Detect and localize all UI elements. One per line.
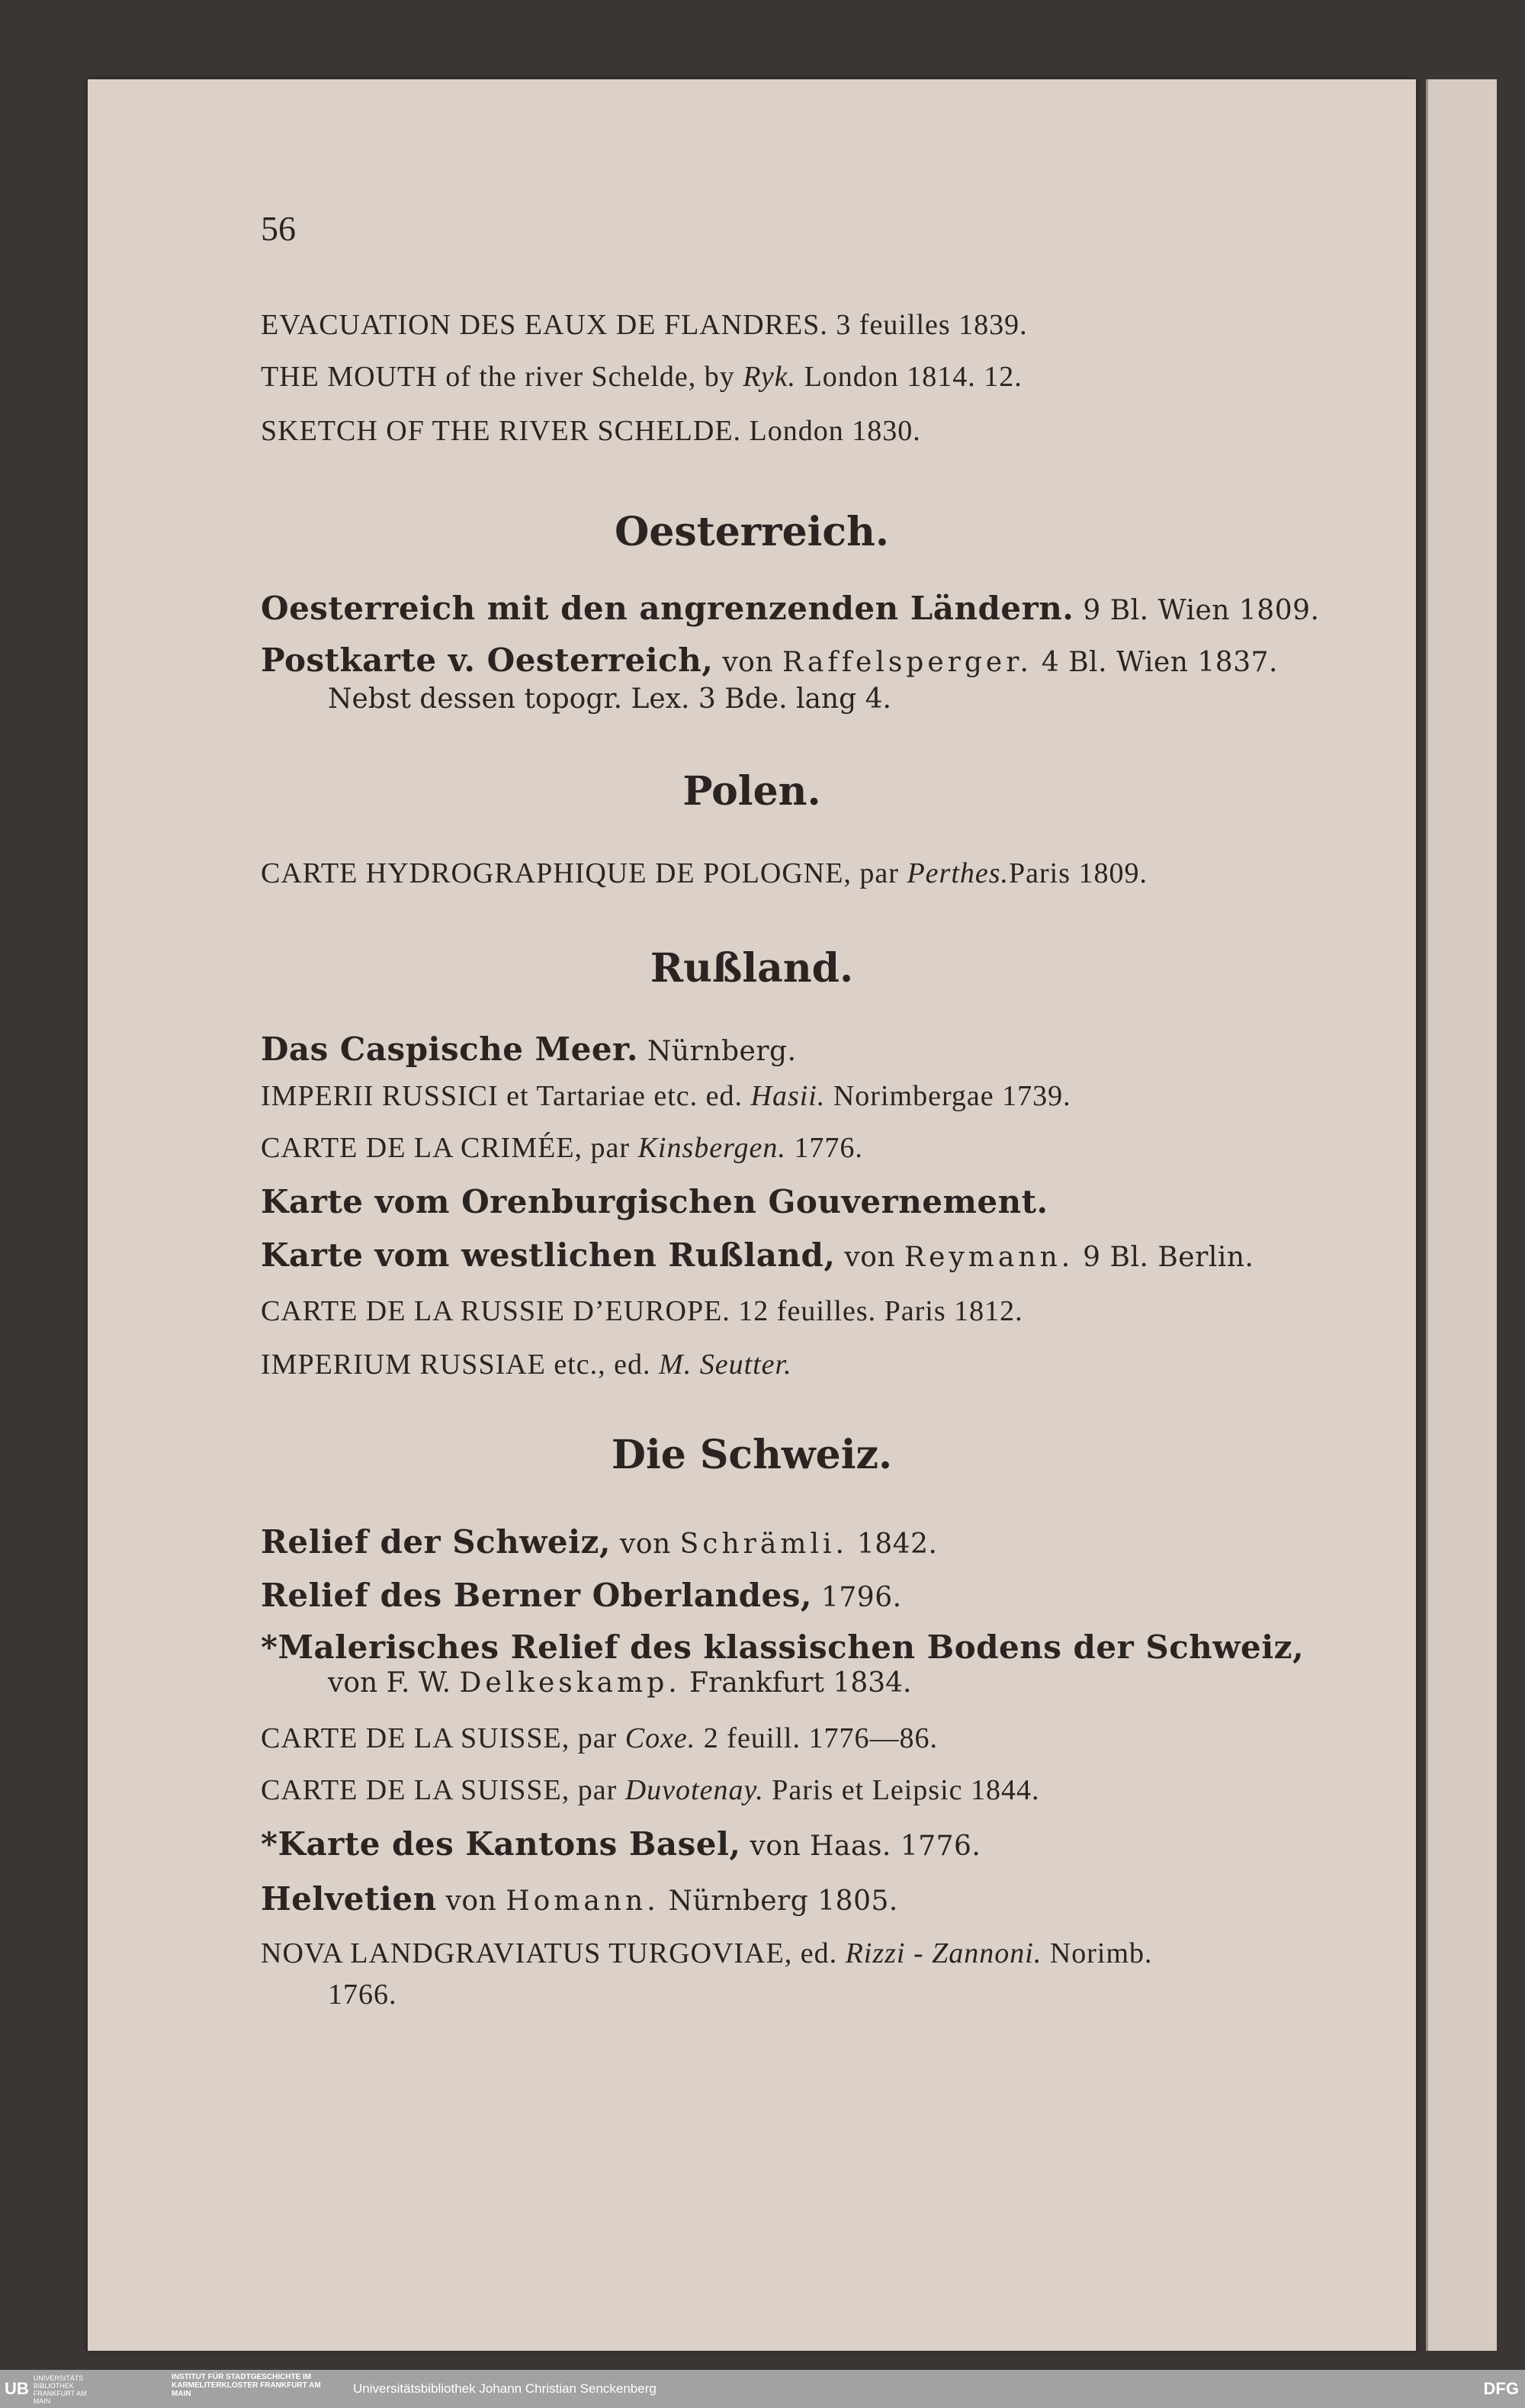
catalog-entry [328, 683, 891, 715]
catalog-entry [261, 1031, 797, 1068]
entry-text: IMPERII RUSSICI et Tartariae etc. ed. [261, 1080, 751, 1112]
entry-text: 1766. [328, 1979, 397, 2011]
book-page [88, 79, 1416, 2351]
ub-logo[interactable] [5, 2374, 102, 2405]
entry-text: THE MOUTH of the river Schelde, by [261, 361, 743, 393]
catalog-entry [261, 1295, 1023, 1329]
entry-text: von F. W. [328, 1667, 460, 1699]
entry-text: CARTE DE LA RUSSIE D’EUROPE. 12 feuilles. Paris 1812. [261, 1295, 1023, 1327]
entry-text: CARTE HYDROGRAPHIQUE DE POLOGNE, par [261, 857, 907, 889]
section-heading [88, 946, 1416, 992]
entry-text: Norimbergae 1739. [825, 1080, 1071, 1112]
entry-text: Nürnberg. [637, 1036, 797, 1067]
catalog-entry [328, 1979, 397, 2012]
entry-text: 1776. [785, 1132, 863, 1164]
entry-text: 9 Bl. Wien 1809. [1074, 595, 1320, 626]
entry-text: 4 Bl. Wien 1837. [1032, 647, 1278, 678]
entry-text: Polen. [682, 768, 821, 815]
entry-text: CARTE DE LA CRIMÉE, par [261, 1132, 638, 1164]
entry-text: CARTE DE LA SUISSE, par [261, 1722, 625, 1754]
catalog-entry [261, 1577, 902, 1614]
section-heading [88, 769, 1416, 815]
entry-text: Delkeskamp. [459, 1667, 681, 1699]
entry-text: Oesterreich mit den angrenzenden Ländern. [261, 590, 1074, 627]
page-number: 56 [261, 209, 296, 248]
entry-text: EVACUATION DES EAUX DE FLANDRES. 3 feuilles 1839. [261, 309, 1028, 341]
catalog-entry [261, 415, 921, 448]
entry-text: von [611, 1529, 680, 1560]
catalog-entry [261, 1349, 792, 1382]
catalog-entry [261, 1881, 898, 1918]
entry-text: von [436, 1886, 506, 1917]
catalog-entry [261, 642, 1278, 679]
entry-text: *Karte des Kantons Basel, [261, 1825, 741, 1863]
catalog-entry [328, 1667, 911, 1699]
author-name: Ryk. [743, 361, 797, 393]
catalog-entry [261, 1080, 1071, 1114]
entry-text: Paris et Leipsic 1844. [763, 1774, 1040, 1806]
footer-bar [0, 2370, 1525, 2408]
ub-logo-text: UB [5, 2378, 29, 2398]
catalog-entry [261, 1629, 1304, 1666]
ub-name: UNIVERSITÄTS BIBLIOTHEK FRANKFURT AM MAIN [33, 2374, 87, 2405]
entry-text: Raffelsperger. [782, 647, 1032, 678]
catalog-entry [261, 1132, 863, 1165]
entry-text: IMPERIUM RUSSIAE etc., ed. [261, 1349, 660, 1381]
author-name: Kinsbergen. [637, 1132, 786, 1164]
author-name: Perthes. [907, 857, 1010, 889]
catalog-entry [261, 1722, 938, 1756]
entry-text: 2 feuill. 1776—86. [695, 1722, 938, 1754]
entry-text: Norimb. [1042, 1937, 1153, 1969]
entry-text: Reymann. [904, 1242, 1074, 1273]
entry-text: Homann. [506, 1886, 660, 1917]
entry-text: Nürnberg 1805. [659, 1886, 898, 1917]
entry-text: NOVA LANDGRAVIATUS TURGOVIAE, ed. [261, 1937, 846, 1969]
entry-text: Karte vom Orenburgischen Gouvernement. [261, 1183, 1048, 1220]
entry-text: Nebst dessen topogr. Lex. 3 Bde. lang 4. [328, 683, 891, 715]
section-heading [88, 1432, 1416, 1478]
entry-text: 9 Bl. Berlin. [1074, 1242, 1254, 1273]
institut-logo[interactable]: INSTITUT FÜR STADTGESCHICHTE IM KARMELITERKLOSTER FRANKFURT AM MAIN [172, 2373, 321, 2398]
entry-text: Relief der Schweiz, [261, 1523, 612, 1561]
entry-text: London 1814. 12. [796, 361, 1023, 393]
entry-text: Karte vom westlichen Rußland, [261, 1236, 836, 1274]
catalog-entry [261, 857, 1148, 891]
entry-text: Postkarte v. Oesterreich, [261, 641, 714, 679]
entry-text: Frankfurt 1834. [680, 1667, 912, 1699]
entry-text: von Haas. 1776. [740, 1831, 981, 1862]
entry-text: von [835, 1242, 905, 1273]
catalog-entry [261, 1826, 981, 1863]
entry-text: 1796. [812, 1582, 902, 1613]
catalog-entry [261, 361, 1023, 394]
catalog-entry [261, 1774, 1040, 1808]
author-name: M. Seutter. [659, 1349, 792, 1381]
catalog-entry [261, 1524, 937, 1561]
entry-text: Paris 1809. [1009, 857, 1148, 889]
entry-text: Die Schweiz. [611, 1432, 893, 1478]
entry-text: *Malerisches Relief des klassischen Bodens der Schweiz, [261, 1628, 1305, 1666]
catalog-entry [261, 1237, 1254, 1274]
catalog-entry [261, 1184, 1048, 1220]
entry-text: Das Caspische Meer. [261, 1030, 638, 1068]
dfg-logo[interactable]: DFG [1483, 2379, 1519, 2398]
section-heading [88, 510, 1416, 555]
next-page-edge [1426, 79, 1497, 2351]
author-name: Duvotenay. [624, 1774, 764, 1806]
author-name: Rizzi - Zannoni. [845, 1937, 1042, 1969]
entry-text: von [713, 647, 782, 678]
library-name: Universitätsbibliothek Johann Christian Senckenberg [353, 2381, 657, 2396]
catalog-entry [261, 1937, 1153, 1971]
entry-text: Relief des Berner Oberlandes, [261, 1577, 813, 1614]
entry-text: Schrämli. [679, 1529, 848, 1560]
entry-text: Oesterreich. [615, 509, 889, 555]
catalog-entry [261, 309, 1028, 342]
author-name: Coxe. [624, 1722, 696, 1754]
entry-text: 1842. [847, 1529, 938, 1560]
entry-text: Rußland. [650, 945, 854, 992]
entry-text: Helvetien [261, 1880, 437, 1918]
author-name: Hasii. [750, 1080, 826, 1112]
entry-text: SKETCH OF THE RIVER SCHELDE. London 1830. [261, 415, 921, 447]
catalog-entry [261, 590, 1319, 627]
entry-text: CARTE DE LA SUISSE, par [261, 1774, 625, 1806]
